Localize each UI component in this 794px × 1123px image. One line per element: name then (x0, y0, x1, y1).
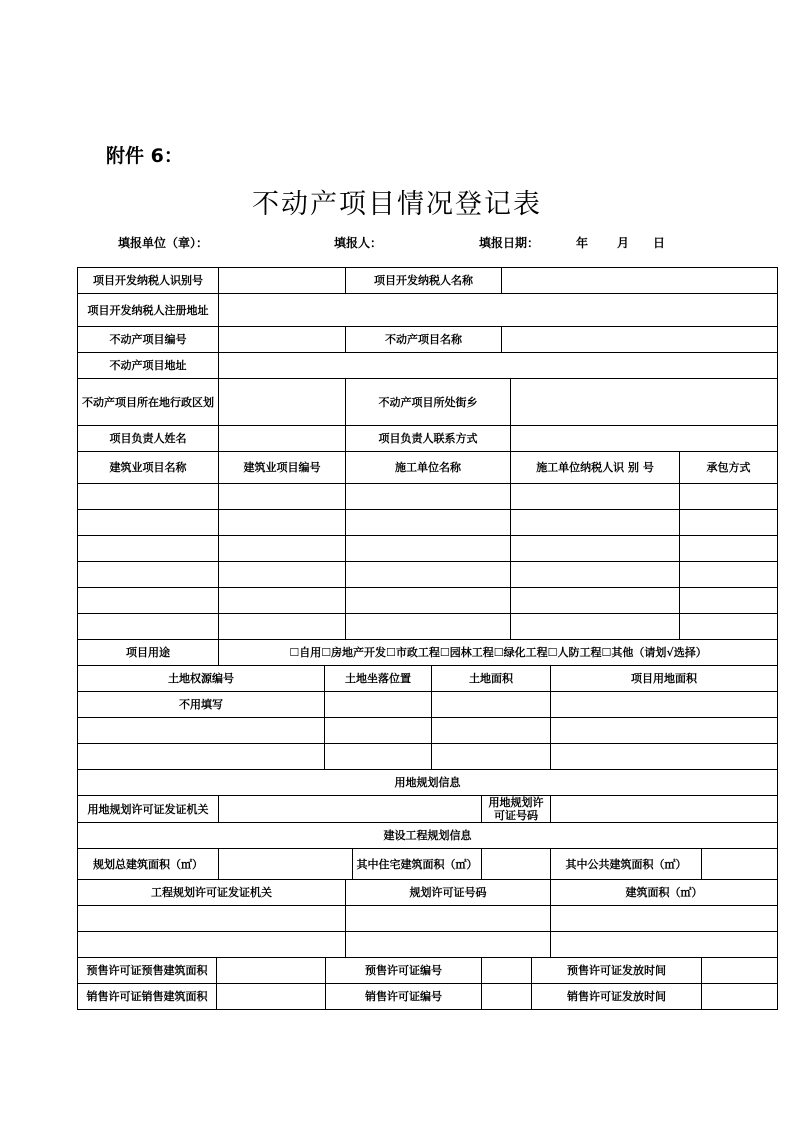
taxpayer-address-label: 项目开发纳税人注册地址 (78, 294, 219, 327)
table-row (78, 536, 778, 562)
table-row (78, 268, 778, 294)
project-number-value[interactable] (219, 327, 346, 353)
table-cell[interactable] (78, 536, 219, 562)
project-address-label: 不动产项目地址 (78, 353, 219, 379)
presale-time-value[interactable] (702, 958, 778, 984)
reporter-label: 填报人： (334, 236, 383, 250)
table-cell[interactable] (551, 692, 778, 718)
table-cell[interactable] (551, 906, 778, 932)
presale-time-label: 预售许可证发放时间 (532, 958, 702, 984)
presale-area-label: 预售许可证预售建筑面积 (78, 958, 217, 984)
table-cell[interactable] (346, 536, 511, 562)
table-cell[interactable] (432, 692, 551, 718)
table-cell[interactable] (346, 906, 551, 932)
table-cell[interactable] (680, 510, 778, 536)
table-cell[interactable] (78, 906, 346, 932)
day-label: 日 (653, 236, 666, 250)
table-row (78, 510, 778, 536)
table-cell[interactable] (346, 484, 511, 510)
reporting-unit-label: 填报单位（章）： (118, 236, 209, 250)
contractor-name-header: 施工单位名称 (346, 452, 511, 484)
table-cell[interactable] (432, 744, 551, 770)
table-cell[interactable] (680, 562, 778, 588)
table-row (78, 823, 778, 849)
taxpayer-address-value[interactable] (219, 294, 778, 327)
table-row (78, 379, 778, 426)
street-value[interactable] (511, 379, 778, 426)
project-number-label: 不动产项目编号 (78, 327, 219, 353)
taxpayer-name-label: 项目开发纳税人名称 (346, 268, 502, 294)
table-cell[interactable] (219, 562, 346, 588)
public-area-label: 其中公共建筑面积（㎡） (551, 849, 702, 880)
table-cell[interactable] (551, 744, 778, 770)
table-cell[interactable] (680, 536, 778, 562)
table-cell[interactable] (511, 588, 680, 614)
table-cell[interactable] (78, 614, 219, 640)
table-row (78, 984, 778, 1010)
table-cell[interactable] (219, 614, 346, 640)
table-cell[interactable] (78, 562, 219, 588)
table-cell[interactable] (78, 510, 219, 536)
table-cell[interactable] (325, 692, 432, 718)
build-plan-number-header: 规划许可证号码 (346, 880, 551, 906)
table-cell[interactable] (680, 484, 778, 510)
manager-contact-label: 项目负责人联系方式 (346, 426, 511, 452)
presale-area-value[interactable] (217, 958, 326, 984)
land-note: 不用填写 (78, 692, 325, 718)
table-cell[interactable] (511, 484, 680, 510)
residential-area-label: 其中住宅建筑面积（㎡） (353, 849, 482, 880)
year-label: 年 (576, 236, 589, 250)
manager-name-value[interactable] (219, 426, 346, 452)
table-cell[interactable] (511, 562, 680, 588)
construction-name-header: 建筑业项目名称 (78, 452, 219, 484)
sale-time-label: 销售许可证发放时间 (532, 984, 702, 1010)
table-cell[interactable] (511, 536, 680, 562)
table-row (78, 562, 778, 588)
table-cell[interactable] (78, 588, 219, 614)
taxpayer-id-value[interactable] (219, 268, 346, 294)
table-row (78, 718, 778, 744)
land-plan-authority-label: 用地规划许可证发证机关 (78, 796, 219, 823)
table-row (78, 294, 778, 327)
table-row (78, 932, 778, 958)
table-row (78, 958, 778, 984)
form-title: 不动产项目情况登记表 (252, 189, 542, 220)
project-land-area-header: 项目用地面积 (551, 666, 778, 692)
contractor-taxpayer-id-header: 施工单位纳税人识 别 号 (511, 452, 680, 484)
month-label: 月 (617, 236, 630, 250)
table-cell[interactable] (78, 744, 325, 770)
table-cell[interactable] (680, 588, 778, 614)
table-cell[interactable] (511, 614, 680, 640)
table-row (78, 588, 778, 614)
report-date-label: 填报日期： (479, 236, 540, 250)
attachment-label: 附件 6： (106, 145, 183, 167)
presale-number-label: 预售许可证编号 (326, 958, 482, 984)
table-cell[interactable] (219, 484, 346, 510)
build-plan-authority-header: 工程规划许可证发证机关 (78, 880, 346, 906)
table-row (78, 666, 778, 692)
table-cell[interactable] (551, 932, 778, 958)
table-cell[interactable] (346, 614, 511, 640)
table-row (78, 640, 778, 666)
project-usage-label: 项目用途 (78, 640, 219, 666)
district-value[interactable] (219, 379, 346, 426)
project-name-value[interactable] (502, 327, 778, 353)
table-row (78, 426, 778, 452)
public-area-value[interactable] (702, 849, 778, 880)
registration-form-table (77, 267, 778, 1010)
residential-area-value[interactable] (482, 849, 551, 880)
project-usage-options[interactable]: ☐自用☐房地产开发☐市政工程☐园林工程☐绿化工程☐人防工程☐其他（请划√选择） (219, 640, 778, 666)
table-cell[interactable] (219, 588, 346, 614)
total-area-value[interactable] (219, 849, 353, 880)
land-plan-number-value[interactable] (551, 796, 778, 823)
land-plan-number-label: 用地规划许可证号码 (482, 796, 551, 823)
land-plan-section-header: 用地规划信息 (78, 770, 778, 796)
project-name-label: 不动产项目名称 (346, 327, 502, 353)
table-row (78, 484, 778, 510)
table-row (78, 614, 778, 640)
table-row (78, 849, 778, 880)
sale-number-label: 销售许可证编号 (326, 984, 482, 1010)
land-source-number-header: 土地权源编号 (78, 666, 325, 692)
sale-number-value[interactable] (482, 984, 532, 1010)
street-label: 不动产项目所处街乡 (346, 379, 511, 426)
table-cell[interactable] (511, 510, 680, 536)
land-location-header: 土地坐落位置 (325, 666, 432, 692)
table-row (78, 770, 778, 796)
table-row (78, 353, 778, 379)
table-cell[interactable] (219, 510, 346, 536)
table-cell[interactable] (346, 510, 511, 536)
table-cell[interactable] (219, 536, 346, 562)
table-cell[interactable] (346, 562, 511, 588)
land-area-header: 土地面积 (432, 666, 551, 692)
district-label: 不动产项目所在地行政区划 (78, 379, 219, 426)
table-row (78, 796, 778, 823)
table-cell[interactable] (432, 718, 551, 744)
table-row (78, 744, 778, 770)
sale-area-label: 销售许可证销售建筑面积 (78, 984, 217, 1010)
land-plan-authority-value[interactable] (219, 796, 482, 823)
contract-mode-header: 承包方式 (680, 452, 778, 484)
table-cell[interactable] (325, 744, 432, 770)
table-row (78, 880, 778, 906)
table-cell[interactable] (325, 718, 432, 744)
build-plan-section-header: 建设工程规划信息 (78, 823, 778, 849)
taxpayer-name-value[interactable] (502, 268, 778, 294)
table-row (78, 452, 778, 484)
presale-number-value[interactable] (482, 958, 532, 984)
manager-name-label: 项目负责人姓名 (78, 426, 219, 452)
construction-number-header: 建筑业项目编号 (219, 452, 346, 484)
taxpayer-id-label: 项目开发纳税人识别号 (78, 268, 219, 294)
table-cell[interactable] (346, 932, 551, 958)
sale-area-value[interactable] (217, 984, 326, 1010)
table-row (78, 692, 778, 718)
project-address-value[interactable] (219, 353, 778, 379)
table-row (78, 327, 778, 353)
manager-contact-value[interactable] (511, 426, 778, 452)
table-row (78, 906, 778, 932)
table-cell[interactable] (78, 484, 219, 510)
table-cell[interactable] (680, 614, 778, 640)
total-area-label: 规划总建筑面积（㎡） (78, 849, 219, 880)
table-cell[interactable] (346, 588, 511, 614)
sale-time-value[interactable] (702, 984, 778, 1010)
building-area-header: 建筑面积（㎡） (551, 880, 778, 906)
table-cell[interactable] (551, 718, 778, 744)
table-cell[interactable] (78, 718, 325, 744)
table-cell[interactable] (78, 932, 346, 958)
